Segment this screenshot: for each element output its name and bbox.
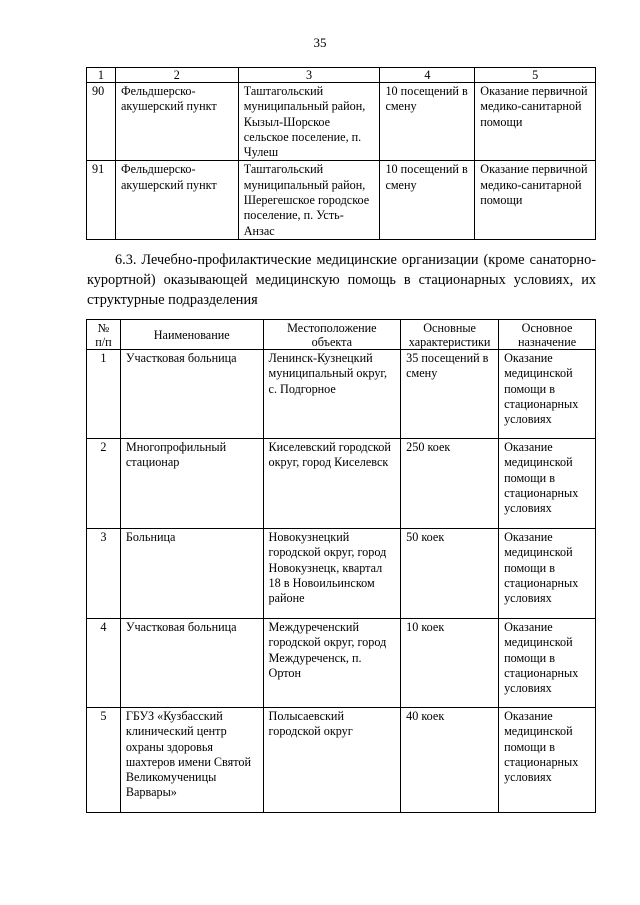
facility-location: Междуреченский городской округ, город Междуреченск, п. Ортон xyxy=(263,619,401,708)
facility-name: Фельдшерско-акушерский пункт xyxy=(115,161,238,239)
row-number: 5 xyxy=(87,708,121,813)
facility-purpose: Оказание медицинской помощи в стационарных условиях xyxy=(499,439,596,529)
header-number: № п/п xyxy=(87,320,121,350)
facility-name: Участковая больница xyxy=(120,350,263,439)
facility-characteristics: 50 коек xyxy=(401,529,499,619)
facility-location: Ленинск-Кузнецкий муниципальный округ, с. Подгорное xyxy=(263,350,401,439)
row-number: 4 xyxy=(87,619,121,708)
table-header-row xyxy=(87,320,596,350)
facility-purpose: Оказание медицинской помощи в стационарных условиях xyxy=(499,619,596,708)
column-number: 4 xyxy=(380,68,475,83)
facility-name: Больница xyxy=(120,529,263,619)
facility-characteristics: 35 посещений в смену xyxy=(401,350,499,439)
column-number: 3 xyxy=(238,68,380,83)
header-purpose: Основное назначение xyxy=(499,320,596,350)
row-number: 1 xyxy=(87,350,121,439)
section-heading: 6.3. Лечебно-профилактические медицинские организации (кроме санаторно-курортной) оказывающей медицинскую помощь в стационарных условиях, их структурные подразделения xyxy=(87,252,596,308)
header-name: Наименование xyxy=(120,320,263,350)
facility-purpose: Оказание медицинской помощи в стационарных условиях xyxy=(499,350,596,439)
facility-name: Многопрофильный стационар xyxy=(120,439,263,529)
facility-name: Участковая больница xyxy=(120,619,263,708)
facility-characteristics: 40 коек xyxy=(401,708,499,813)
facility-purpose: Оказание медицинской помощи в стационарных условиях xyxy=(499,708,596,813)
facilities-table-continued xyxy=(86,67,596,240)
column-number: 2 xyxy=(115,68,238,83)
table-row xyxy=(87,439,596,529)
facility-purpose: Оказание первичной медико-санитарной помощи xyxy=(475,161,596,239)
facility-characteristics: 10 посещений в смену xyxy=(380,161,475,239)
facility-purpose: Оказание медицинской помощи в стационарных условиях xyxy=(499,529,596,619)
header-location: Местоположение объекта xyxy=(263,320,401,350)
row-number: 91 xyxy=(87,161,116,239)
header-characteristics: Основные характеристики xyxy=(401,320,499,350)
table-row xyxy=(87,83,596,161)
row-number: 90 xyxy=(87,83,116,161)
facility-location: Таштагольский муниципальный район, Кызыл-Шорское сельское поселение, п. Чулеш xyxy=(238,83,380,161)
table-row xyxy=(87,529,596,619)
facility-purpose: Оказание первичной медико-санитарной помощи xyxy=(475,83,596,161)
table-row xyxy=(87,161,596,239)
facility-characteristics: 250 коек xyxy=(401,439,499,529)
column-number: 1 xyxy=(87,68,116,83)
facility-characteristics: 10 коек xyxy=(401,619,499,708)
facility-location: Киселевский городской округ, город Киселевск xyxy=(263,439,401,529)
page-number: 35 xyxy=(313,35,327,50)
row-number: 3 xyxy=(87,529,121,619)
inpatient-facilities-table xyxy=(86,319,596,813)
facility-location: Таштагольский муниципальный район, Шерегешское городское поселение, п. Усть-Анзас xyxy=(238,161,380,239)
table-row xyxy=(87,350,596,439)
row-number: 2 xyxy=(87,439,121,529)
table-row xyxy=(87,619,596,708)
facility-name: Фельдшерско-акушерский пункт xyxy=(115,83,238,161)
facility-characteristics: 10 посещений в смену xyxy=(380,83,475,161)
column-number-row xyxy=(87,68,596,83)
facility-location: Новокузнецкий городской округ, город Новокузнецк, квартал 18 в Новоильинском районе xyxy=(263,529,401,619)
table-row xyxy=(87,708,596,813)
column-number: 5 xyxy=(475,68,596,83)
facility-location: Полысаевский городской округ xyxy=(263,708,401,813)
facility-name: ГБУЗ «Кузбасский клинический центр охраны здоровья шахтеров имени Святой Великомученицы Варвары» xyxy=(120,708,263,813)
